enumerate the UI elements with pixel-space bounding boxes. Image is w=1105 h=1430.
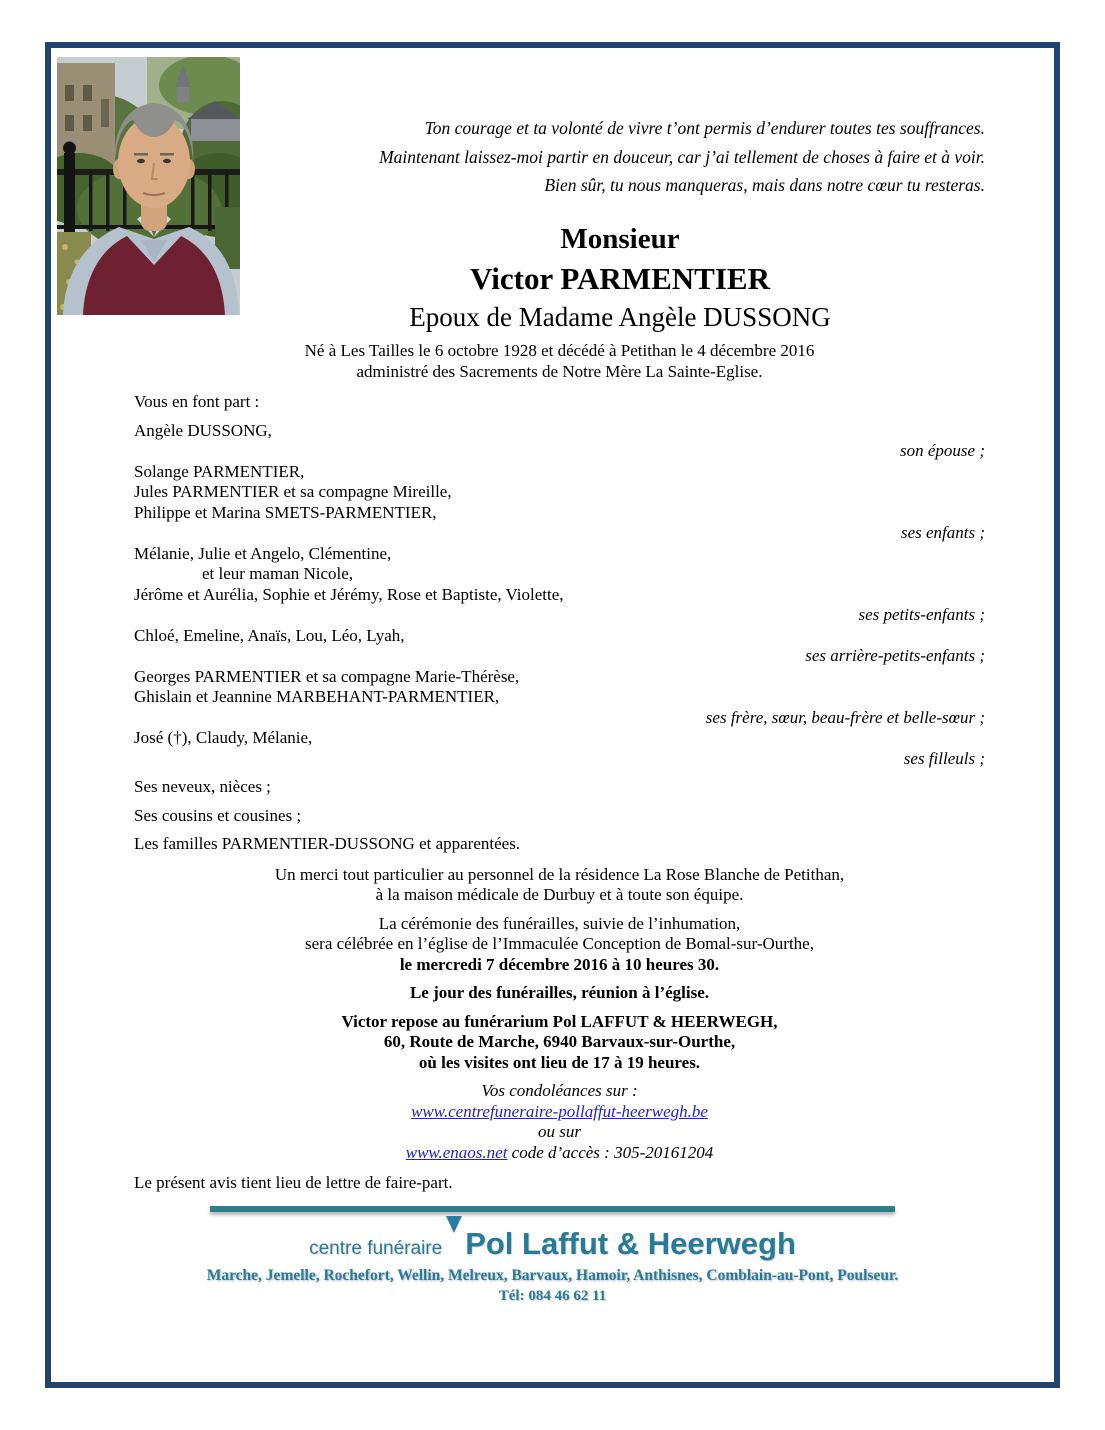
salutation: Monsieur — [560, 222, 680, 255]
family-names: Mélanie, Julie et Angelo, Clémentine, — [134, 543, 392, 563]
funeral-home-brand — [0, 1226, 1105, 1262]
repose-paragraph — [134, 1012, 985, 1074]
thanks-line: à la maison médicale de Durbuy et à toute son équipe. — [375, 885, 744, 904]
spouse-line: Epoux de Madame Angèle DUSSONG — [409, 301, 831, 332]
family-names: José (†), Claudy, Mélanie, — [134, 728, 313, 747]
ceremony-line: sera célébrée en l’église de l’Immaculée Conception de Bomal-sur-Ourthe, — [305, 934, 814, 953]
relation-label: ses arrière-petits-enfants ; — [805, 646, 985, 665]
access-code: code d’accès : 305-20161204 — [511, 1142, 714, 1162]
notice-line: Le présent avis tient lieu de lettre de faire-part. — [134, 1173, 453, 1192]
relation-label: ses petits-enfants ; — [858, 605, 985, 624]
family-names: Philippe et Marina SMETS-PARMENTIER, — [134, 502, 437, 522]
portrait-photo-art — [57, 57, 240, 315]
brand-prefix: centre funéraire — [309, 1238, 443, 1259]
quote-line: Maintenant laissez-moi partir en douceur, car j’ai tellement de choses à faire et à voir. — [379, 146, 985, 167]
funeral-home-footer — [0, 1206, 1105, 1305]
footer-divider — [210, 1206, 895, 1212]
ceremony-line: La cérémonie des funérailles, suivie de l’inhumation, — [378, 913, 741, 933]
header-block — [255, 114, 985, 334]
meeting-line: Le jour des funérailles, réunion à l’église. — [409, 983, 710, 1002]
family-group-godchildren — [134, 728, 985, 769]
brand-name: Pol Laffut & Heerwegh — [465, 1226, 796, 1261]
birth-death-block — [134, 340, 985, 382]
family-group-great-grandchildren — [134, 626, 985, 667]
family-names: Jérôme et Aurélia, Sophie et Jérémy, Rose et Baptiste, Violette, — [134, 584, 564, 604]
brand-pin-icon — [446, 1216, 462, 1233]
condolences-paragraph — [134, 1081, 985, 1163]
family-names: et leur maman Nicole, — [202, 564, 354, 583]
condolences-link-pollaffut[interactable]: www.centrefuneraire-pollaffut-heerwegh.be — [411, 1101, 708, 1121]
family-names: Jules PARMENTIER et sa compagne Mireille, — [134, 482, 452, 501]
thanks-paragraph — [134, 865, 985, 906]
condolences-intro: Vos condoléances sur : — [481, 1081, 638, 1100]
deceased-title-block — [255, 220, 985, 334]
deceased-name: Victor PARMENTIER — [470, 260, 770, 296]
other-family-line: Les familles PARMENTIER-DUSSONG et apparentées. — [134, 834, 521, 853]
family-names: Angèle DUSSONG, — [134, 420, 272, 440]
memorial-quote — [255, 114, 985, 200]
relation-label: ses filleuls ; — [903, 748, 985, 768]
ceremony-date-line: le mercredi 7 décembre 2016 à 10 heures 30. — [399, 954, 720, 974]
condolences-or: ou sur — [538, 1122, 581, 1141]
repose-line: 60, Route de Marche, 6940 Barvaux-sur-Ourthe, — [383, 1032, 736, 1051]
phone-line: Tél: 084 46 62 11 — [498, 1288, 607, 1304]
repose-line: où les visites ont lieu de 17 à 19 heures. — [418, 1052, 701, 1072]
birth-death-line: Né à Les Tailles le 6 octobre 1928 et décédé à Petithan le 4 décembre 2016 — [304, 341, 815, 360]
birth-death-line: administré des Sacrements de Notre Mère La Sainte-Eglise. — [356, 362, 763, 381]
family-names: Ghislain et Jeannine MARBEHANT-PARMENTIER, — [134, 687, 500, 706]
condolences-link-enaos[interactable]: www.enaos.net — [405, 1142, 508, 1162]
family-names: Chloé, Emeline, Anaïs, Lou, Léo, Lyah, — [134, 625, 405, 645]
thanks-line: Un merci tout particulier au personnel de la résidence La Rose Blanche de Petithan, — [274, 864, 845, 884]
family-group-children — [134, 462, 985, 544]
quote-line: Ton courage et ta volonté de vivre t’ont permis d’endurer toutes tes souffrances. — [424, 118, 985, 138]
family-group-spouse — [134, 421, 985, 462]
relation-label: ses frère, sœur, beau-frère et belle-sœur ; — [705, 707, 985, 727]
family-group-grandchildren — [134, 544, 985, 626]
ceremony-paragraph — [134, 914, 985, 976]
repose-line: Victor repose au funérarium Pol LAFFUT & HEERWEGH, — [341, 1011, 778, 1031]
main-content — [134, 340, 985, 1194]
relation-label: ses enfants ; — [900, 523, 985, 542]
other-family-line: Ses neveux, nièces ; — [134, 777, 271, 796]
family-group-siblings — [134, 667, 985, 729]
portrait-photo — [57, 57, 240, 315]
family-names: Georges PARMENTIER et sa compagne Marie-Thérèse, — [134, 666, 520, 686]
quote-line: Bien sûr, tu nous manqueras, mais dans notre cœur tu resteras. — [544, 175, 985, 195]
announcement-intro: Vous en font part : — [134, 392, 260, 411]
locations-line: Marche, Jemelle, Rochefort, Wellin, Melreux, Barvaux, Hamoir, Anthisnes, Comblain-au-Pont, Poulseur. — [206, 1267, 899, 1284]
relation-label: son épouse ; — [900, 441, 985, 460]
family-names: Solange PARMENTIER, — [134, 461, 305, 481]
other-family-line: Ses cousins et cousines ; — [134, 805, 302, 825]
